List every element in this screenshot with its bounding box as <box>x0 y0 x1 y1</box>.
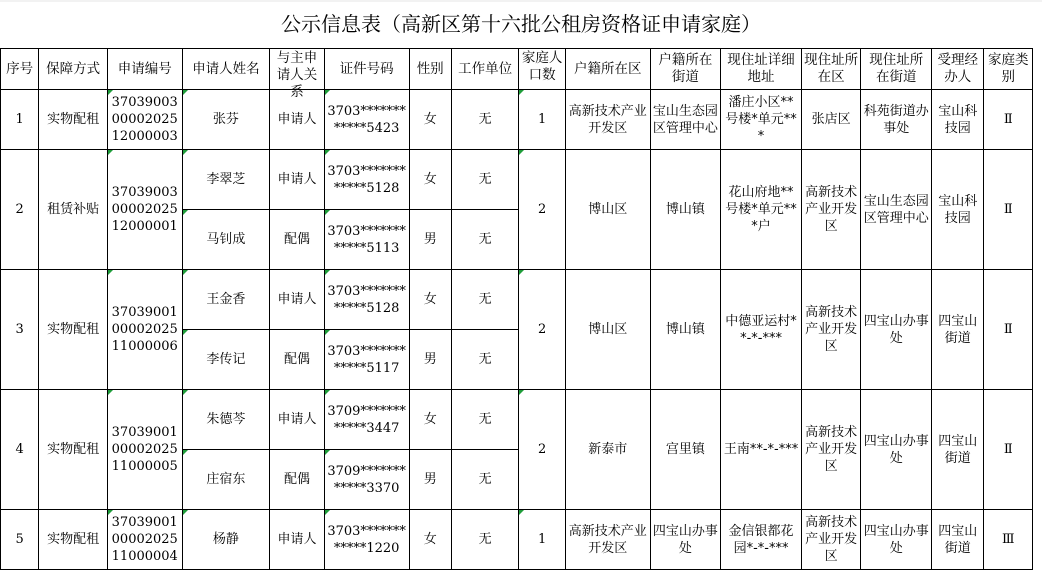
header-category: 家庭类别 <box>984 49 1033 90</box>
header-app-no: 申请编号 <box>107 49 182 90</box>
applicant-name-cell: 马钊成 <box>182 210 270 270</box>
id-number-cell: 3703************5423 <box>324 90 409 150</box>
address-cell: 金信银都花园*-*-*** <box>721 510 802 570</box>
applicant-name-cell: 庄宿东 <box>182 450 270 510</box>
relation-cell: 申请人 <box>270 510 324 570</box>
current-district-cell: 高新技术产业开发区 <box>801 270 861 390</box>
gender-cell: 男 <box>409 210 451 270</box>
table-row <box>1 150 1033 210</box>
address-cell: 中德亚运村**-*-*** <box>721 270 802 390</box>
gender-cell: 女 <box>409 390 451 450</box>
app-no-cell: 370390030000202512000003 <box>107 90 182 150</box>
header-hukou-street: 户籍所在街道 <box>650 49 721 90</box>
id-number-cell: 3709************3447 <box>324 390 409 450</box>
gender-cell: 女 <box>409 270 451 330</box>
relation-cell: 申请人 <box>270 90 324 150</box>
relation-cell: 配偶 <box>270 210 324 270</box>
hukou-district-cell: 新泰市 <box>565 390 650 510</box>
applicant-name-cell: 张芬 <box>182 90 270 150</box>
id-number-cell: 3703************5113 <box>324 210 409 270</box>
relation-cell: 配偶 <box>270 450 324 510</box>
current-district-cell: 张店区 <box>801 90 861 150</box>
current-street-cell: 四宝山办事处 <box>861 270 932 390</box>
handler-cell: 四宝山街道 <box>932 390 984 510</box>
population-cell: 2 <box>519 390 565 510</box>
population-cell: 1 <box>519 510 565 570</box>
id-number-cell: 3703************5128 <box>324 150 409 210</box>
table-row <box>1 390 1033 450</box>
handler-cell: 宝山科技园 <box>932 150 984 270</box>
seq-cell: 3 <box>1 270 39 390</box>
handler-cell: 四宝山街道 <box>932 510 984 570</box>
current-district-cell: 高新技术产业开发区 <box>801 150 861 270</box>
work-unit-cell: 无 <box>451 390 519 450</box>
id-number-cell: 3709************3370 <box>324 450 409 510</box>
gender-cell: 男 <box>409 330 451 390</box>
category-cell: Ⅱ <box>984 390 1033 510</box>
applicant-name-cell: 朱德芩 <box>182 390 270 450</box>
relation-cell: 申请人 <box>270 150 324 210</box>
work-unit-cell: 无 <box>451 510 519 570</box>
gender-cell: 女 <box>409 90 451 150</box>
gender-cell: 女 <box>409 150 451 210</box>
hukou-street-cell: 博山镇 <box>650 270 721 390</box>
table-row <box>1 270 1033 330</box>
address-cell: 王南**-*-*** <box>721 390 802 510</box>
app-no-cell: 370390030000202512000001 <box>107 150 182 270</box>
app-no-cell: 370390010000202511000004 <box>107 510 182 570</box>
family-table <box>0 48 1033 570</box>
header-row <box>1 49 1033 90</box>
work-unit-cell: 无 <box>451 450 519 510</box>
category-cell: Ⅱ <box>984 90 1033 150</box>
header-name: 申请人姓名 <box>182 49 270 90</box>
header-hukou-district: 户籍所在区 <box>565 49 650 90</box>
applicant-name-cell: 王金香 <box>182 270 270 330</box>
seq-cell: 2 <box>1 150 39 270</box>
category-cell: Ⅱ <box>984 270 1033 390</box>
category-cell: Ⅲ <box>984 510 1033 570</box>
seq-cell: 5 <box>1 510 39 570</box>
header-relation-text: 与主申请人关系 <box>276 50 318 100</box>
header-work: 工作单位 <box>451 49 519 90</box>
mode-cell: 实物配租 <box>39 270 108 390</box>
relation-cell: 申请人 <box>270 390 324 450</box>
current-street-cell: 四宝山办事处 <box>861 510 932 570</box>
category-cell: Ⅱ <box>984 150 1033 270</box>
header-mode: 保障方式 <box>39 49 108 90</box>
relation-cell: 配偶 <box>270 330 324 390</box>
applicant-name-cell: 李翠芝 <box>182 150 270 210</box>
id-number-cell: 3703************1220 <box>324 510 409 570</box>
applicant-name-cell: 李传记 <box>182 330 270 390</box>
work-unit-cell: 无 <box>451 330 519 390</box>
handler-cell: 四宝山街道 <box>932 270 984 390</box>
work-unit-cell: 无 <box>451 270 519 330</box>
header-address: 现住址详细地址 <box>721 49 802 90</box>
header-population <box>519 49 565 90</box>
mode-cell: 租赁补贴 <box>39 150 108 270</box>
table-body <box>1 90 1033 570</box>
header-relation <box>270 49 324 100</box>
header-population-text: 家庭人口数 <box>521 50 563 83</box>
work-unit-cell: 无 <box>451 90 519 150</box>
hukou-district-cell: 博山区 <box>565 270 650 390</box>
mode-cell: 实物配租 <box>39 510 108 570</box>
hukou-street-cell: 宫里镇 <box>650 390 721 510</box>
current-street-cell: 宝山生态园区管理中心 <box>861 150 932 270</box>
page-title: 公示信息表（高新区第十六批公租房资格证申请家庭） <box>281 12 761 36</box>
hukou-street-cell: 宝山生态园区管理中心 <box>650 90 721 150</box>
table-row <box>1 510 1033 570</box>
work-unit-cell: 无 <box>451 150 519 210</box>
seq-cell: 1 <box>1 90 39 150</box>
hukou-street-cell: 四宝山办事处 <box>650 510 721 570</box>
header-handler: 受理经办人 <box>932 49 984 90</box>
population-cell: 2 <box>519 270 565 390</box>
relation-cell: 申请人 <box>270 270 324 330</box>
header-gender: 性别 <box>409 49 451 90</box>
gender-cell: 男 <box>409 450 451 510</box>
header-cur-street: 现住址所在街道 <box>861 49 932 90</box>
header-id: 证件号码 <box>324 49 409 90</box>
current-street-cell: 四宝山办事处 <box>861 390 932 510</box>
handler-cell: 宝山科技园 <box>932 90 984 150</box>
hukou-district-cell: 高新技术产业开发区 <box>565 90 650 150</box>
population-cell: 2 <box>519 150 565 270</box>
app-no-cell: 370390010000202511000006 <box>107 270 182 390</box>
population-cell: 1 <box>519 90 565 150</box>
hukou-district-cell: 博山区 <box>565 150 650 270</box>
table-row <box>1 90 1033 150</box>
header-cur-district: 现住址所在区 <box>801 49 861 90</box>
hukou-district-cell: 高新技术产业开发区 <box>565 510 650 570</box>
current-district-cell: 高新技术产业开发区 <box>801 390 861 510</box>
header-seq: 序号 <box>1 49 39 90</box>
mode-cell: 实物配租 <box>39 390 108 510</box>
current-street-cell: 科苑街道办事处 <box>861 90 932 150</box>
work-unit-cell: 无 <box>451 210 519 270</box>
mode-cell: 实物配租 <box>39 90 108 150</box>
hukou-street-cell: 博山镇 <box>650 150 721 270</box>
address-cell: 潘庄小区**号楼*单元*** <box>721 90 802 150</box>
address-cell: 花山府地**号楼*单元***户 <box>721 150 802 270</box>
current-district-cell: 高新技术产业开发区 <box>801 510 861 570</box>
gender-cell: 女 <box>409 510 451 570</box>
applicant-name-cell: 杨静 <box>182 510 270 570</box>
id-number-cell: 3703************5117 <box>324 330 409 390</box>
app-no-cell: 370390010000202511000005 <box>107 390 182 510</box>
id-number-cell: 3703************5128 <box>324 270 409 330</box>
seq-cell: 4 <box>1 390 39 510</box>
